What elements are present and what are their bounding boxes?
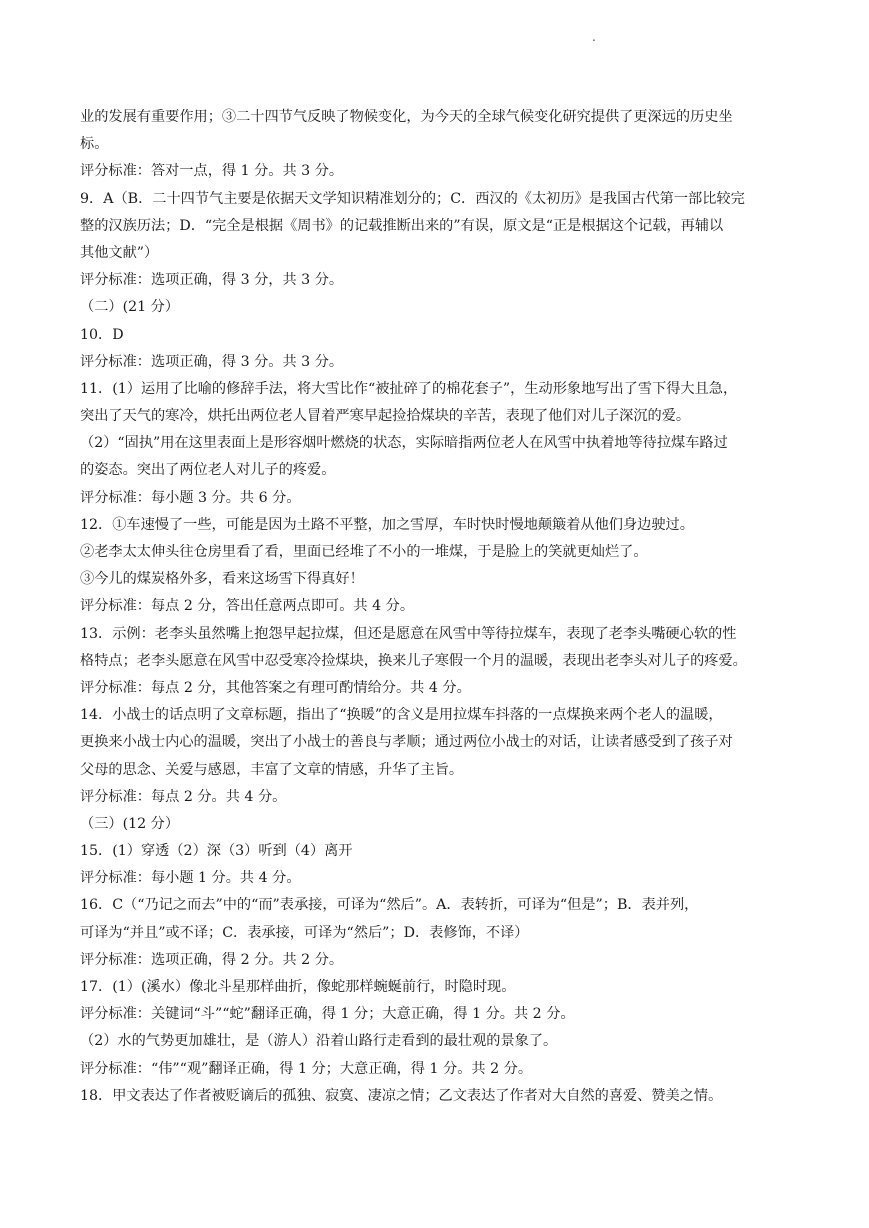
page-mark: . (592, 30, 596, 44)
text-line: 可译为“并且”或不译；C．表承接，可译为“然后”；D．表修饰，不译） (80, 924, 529, 941)
scoring-standard: 评分标准：每点 2 分，其他答案之有理可酌情给分。共 4 分。 (80, 679, 471, 696)
scoring-standard: 评分标准：“伟”“观”翻译正确，得 1 分；大意正确，得 1 分。共 2 分。 (80, 1060, 533, 1077)
scoring-standard: 评分标准：每点 2 分，答出任意两点即可。共 4 分。 (80, 598, 415, 615)
question-16-answer: 16．C（“乃记之而去”中的“而”表承接，可译为“然后”。A．表转折，可译为“但是”；B．表并列， (80, 897, 699, 914)
text-line: 更换来小战士内心的温暖，突出了小战士的善良与孝顺；通过两位小战士的对话，让读者感受到了孩子对 (80, 734, 733, 751)
question-10-answer: 10．D (80, 326, 124, 343)
answer-key-text (80, 104, 792, 1110)
scoring-standard: 评分标准：关键词“斗”“蛇”翻译正确，得 1 分；大意正确，得 1 分。共 2 分。 (80, 1006, 575, 1023)
question-9-answer: 9．A（B．二十四节气主要是依据天文学知识精准划分的；C．西汉的《太初历》是我国古代第一部比较完 (80, 190, 745, 207)
text-line: ③今儿的煤炭格外多，看来这场雪下得真好！ (80, 571, 364, 588)
text-line: 突出了天气的寒冷，烘托出两位老人冒着严寒早起捡拾煤块的辛苦，表现了他们对儿子深沉的爱。 (80, 408, 691, 425)
text-line: 标。 (80, 136, 109, 153)
question-15-answer: 15．(1）穿透（2）深（3）听到（4）离开 (80, 843, 353, 860)
scoring-standard: 评分标准：每小题 3 分。共 6 分。 (80, 489, 301, 506)
section-heading: （三）(12 分） (80, 815, 180, 832)
text-line: 格特点；老李头愿意在风雪中忍受寒冷捡煤块，换来儿子寒假一个月的温暖，表现出老李头对儿子的疼爱。 (80, 652, 747, 669)
scoring-standard: 评分标准：选项正确，得 2 分。共 2 分。 (80, 951, 344, 968)
text-line: 其他文献”） (80, 244, 159, 261)
text-line: （2）“固执”用在这里表面上是形容烟叶燃烧的状态，实际暗指两位老人在风雪中执着地等待拉煤车路过 (80, 435, 728, 452)
scoring-standard: 评分标准：每小题 1 分。共 4 分。 (80, 870, 301, 887)
scoring-standard: 评分标准：选项正确，得 3 分，共 3 分。 (80, 272, 344, 289)
text-line: ②老李太太伸头往仓房里看了看，里面已经堆了不小的一堆煤，于是脸上的笑就更灿烂了。 (80, 544, 648, 560)
question-13-answer: 13．示例：老李头虽然嘴上抱怨早起拉煤，但还是愿意在风雪中等待拉煤车，表现了老李头嘴硬心软的性 (80, 625, 737, 642)
question-12-answer: 12．①车速慢了一些，可能是因为土路不平整，加之雪厚，车时快时慢地颠簸着从他们身边驶过。 (80, 516, 694, 533)
scoring-standard: 评分标准：每点 2 分。共 4 分。 (80, 788, 287, 805)
scoring-standard: 评分标准：答对一点，得 1 分。共 3 分。 (80, 163, 344, 180)
text-line: 整的汉族历法；D．“完全是根据《周书》的记载推断出来的”有误，原文是“正是根据这个记载，再辅以 (80, 217, 724, 234)
question-18-answer: 18．甲文表达了作者被贬谪后的孤独、寂寞、凄凉之情；乙文表达了作者对大自然的喜爱、赞美之情。 (80, 1087, 723, 1104)
text-line: 业的发展有重要作用；③二十四节气反映了物候变化，为今天的全球气候变化研究提供了更深远的历史坐 (80, 109, 733, 125)
scoring-standard: 评分标准：选项正确，得 3 分。共 3 分。 (80, 353, 344, 370)
question-14-answer: 14．小战士的话点明了文章标题，指出了“换暖”的含义是用拉煤车抖落的一点煤换来两个老人的温暖， (80, 707, 723, 724)
question-11-answer: 11．(1）运用了比喻的修辞手法，将大雪比作“被扯碎了的棉花套子”，生动形象地写出了雪下得大且急， (80, 380, 738, 397)
text-line: 的姿态。突出了两位老人对儿子的疼爱。 (80, 462, 336, 479)
text-line: （2）水的气势更加雄壮，是（游人）沿着山路行走看到的最壮观的景象了。 (80, 1033, 558, 1050)
text-line: 父母的思念、关爱与感恩，丰富了文章的情感，升华了主旨。 (80, 761, 464, 778)
section-heading: （二）(21 分） (80, 299, 180, 316)
question-17-answer: 17．(1）(溪水）像北斗星那样曲折，像蛇那样蜿蜒前行，时隐时现。 (80, 979, 516, 995)
